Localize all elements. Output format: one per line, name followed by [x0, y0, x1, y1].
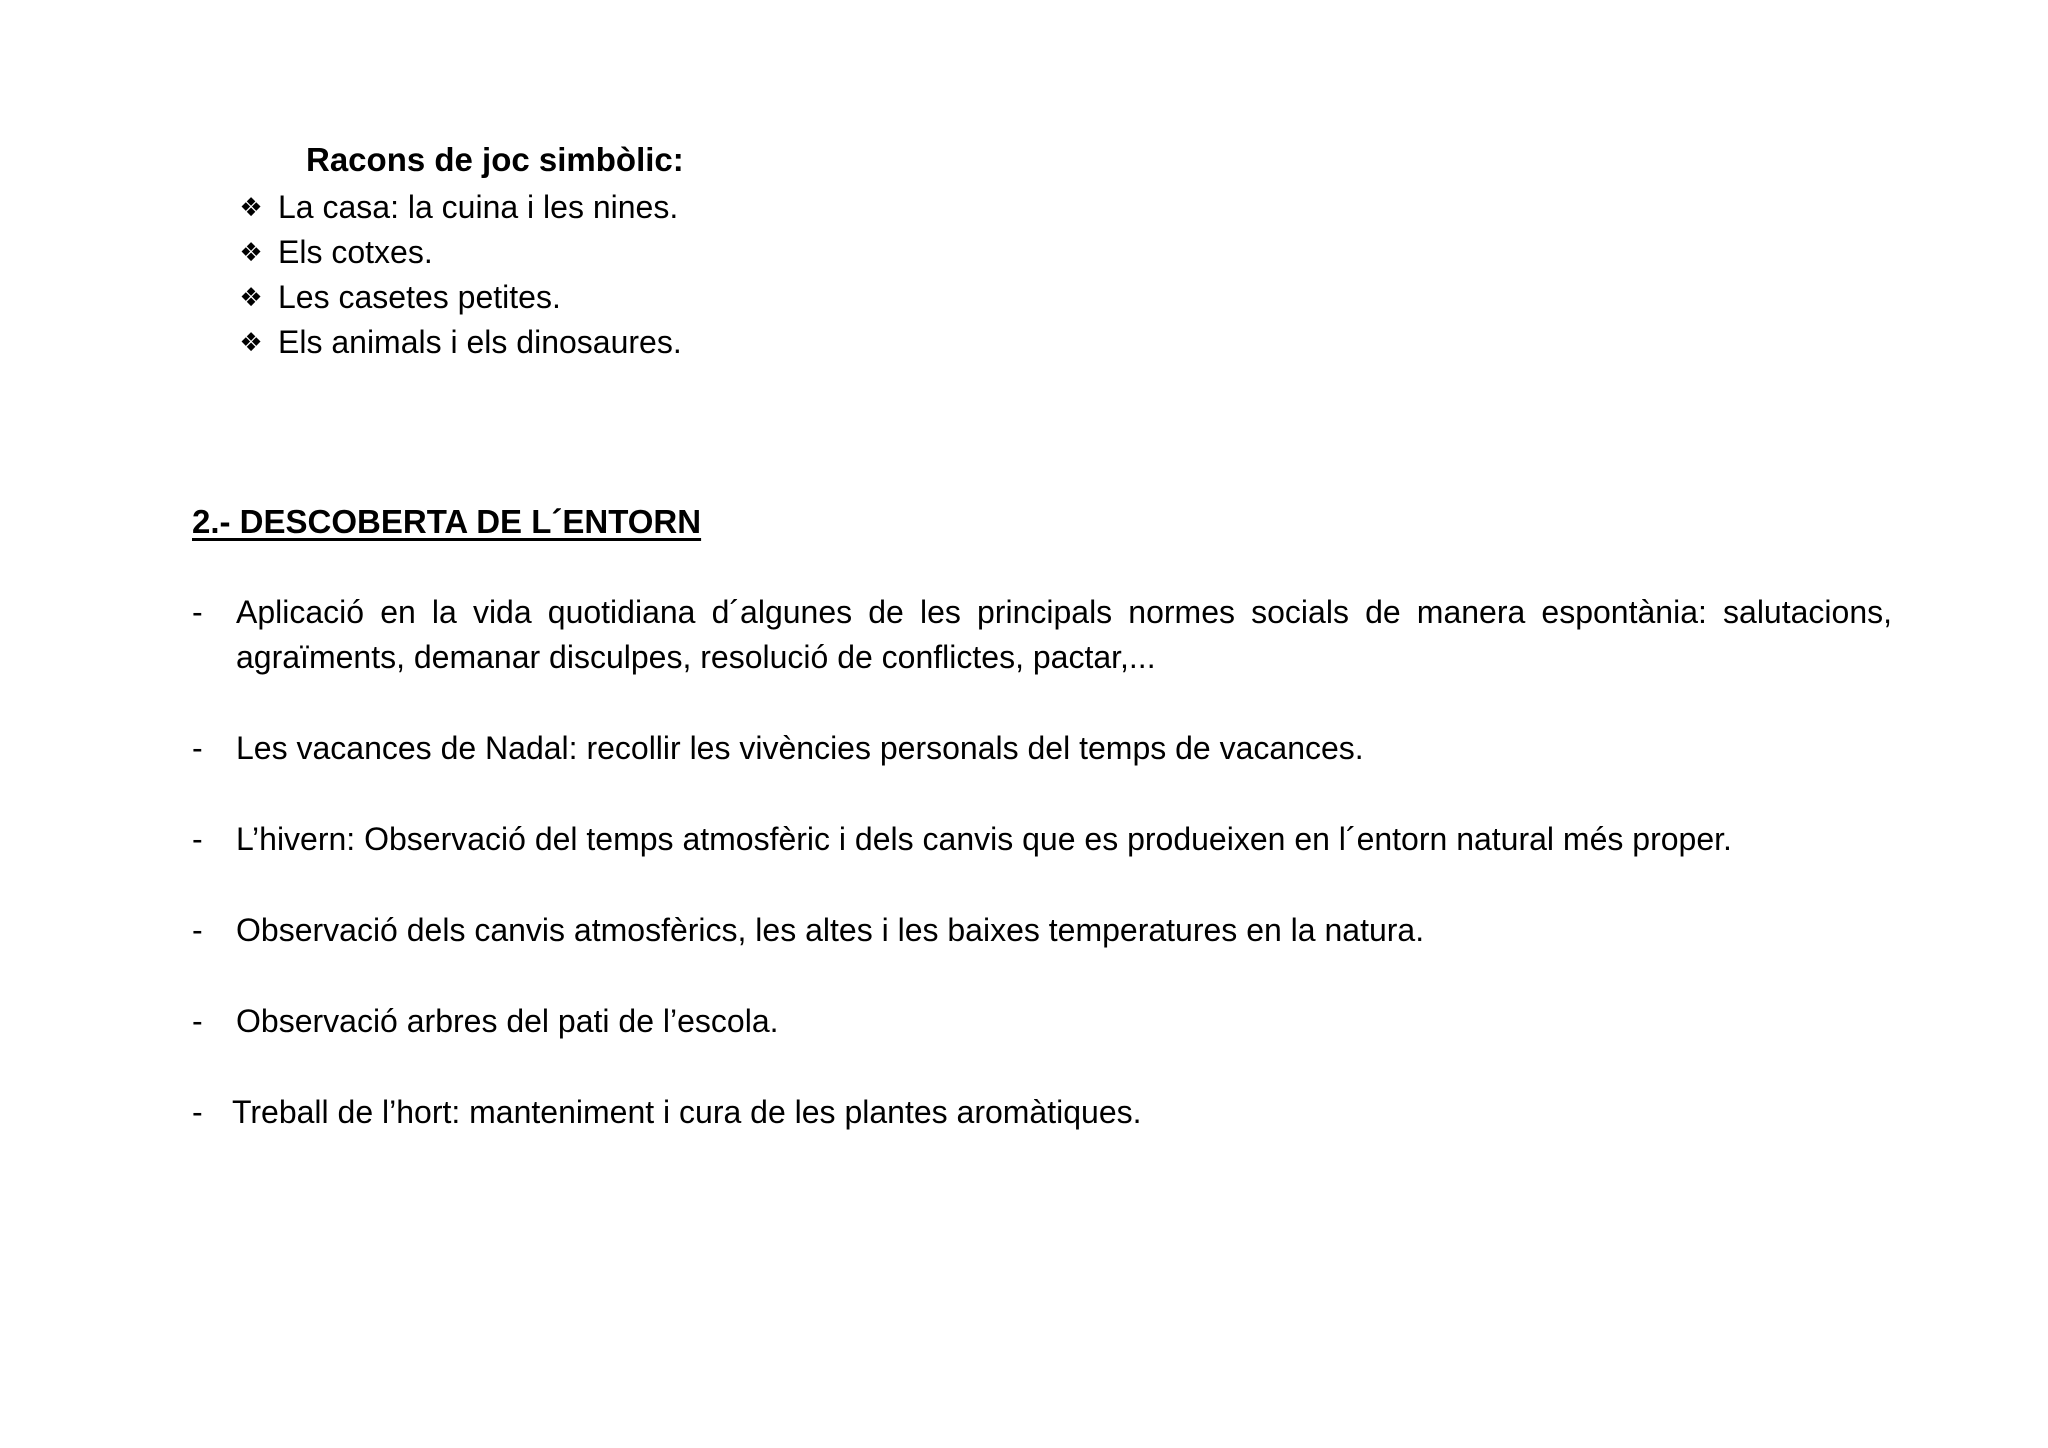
- dash-bullet: -: [192, 1003, 203, 1039]
- section-item: [192, 590, 1892, 680]
- list-item: [236, 319, 682, 364]
- dash-bullet: -: [192, 821, 203, 857]
- section-item-text: Treball de l’hort: manteniment i cura de les plantes aromàtiques.: [232, 1094, 1142, 1130]
- section-item: [192, 999, 1892, 1044]
- diamond-bullet-icon: ❖: [239, 191, 263, 222]
- racons-list: [236, 184, 682, 364]
- diamond-bullet-icon: ❖: [239, 281, 263, 312]
- section-item-text: Aplicació en la vida quotidiana d´algunes de les principals normes socials de manera espontània: salutacions, agraïments, demanar disculpes, resolució de conflictes, pactar,...: [236, 594, 1892, 675]
- list-item-text: Les casetes petites.: [278, 278, 561, 315]
- dash-bullet: -: [192, 594, 203, 630]
- dash-bullet: -: [192, 912, 203, 948]
- section-item-text: Observació arbres del pati de l’escola.: [236, 1003, 779, 1039]
- section-item-text: L’hivern: Observació del temps atmosfèric i dels canvis que es produeixen en l´entorn natural més proper.: [236, 821, 1732, 857]
- racons-title: Racons de joc simbòlic:: [306, 141, 684, 178]
- list-item-text: Els animals i els dinosaures.: [278, 323, 682, 360]
- section-item: [192, 726, 1892, 771]
- dash-bullet: -: [192, 730, 203, 766]
- diamond-bullet-icon: ❖: [239, 326, 263, 357]
- dash-bullet: -: [192, 1094, 203, 1130]
- section-item-text: Les vacances de Nadal: recollir les vivències personals del temps de vacances.: [236, 730, 1364, 766]
- section-item: [192, 1090, 1892, 1135]
- section-item: [192, 817, 1892, 862]
- list-item: [236, 184, 682, 229]
- list-item: [236, 229, 682, 274]
- list-item-text: La casa: la cuina i les nines.: [278, 188, 679, 225]
- list-item: [236, 274, 682, 319]
- section-heading: 2.- DESCOBERTA DE L´ENTORN: [192, 503, 702, 540]
- section-item-text: Observació dels canvis atmosfèrics, les altes i les baixes temperatures en la natura.: [236, 912, 1425, 948]
- section-item: [192, 908, 1892, 953]
- diamond-bullet-icon: ❖: [239, 236, 263, 267]
- list-item-text: Els cotxes.: [278, 233, 433, 270]
